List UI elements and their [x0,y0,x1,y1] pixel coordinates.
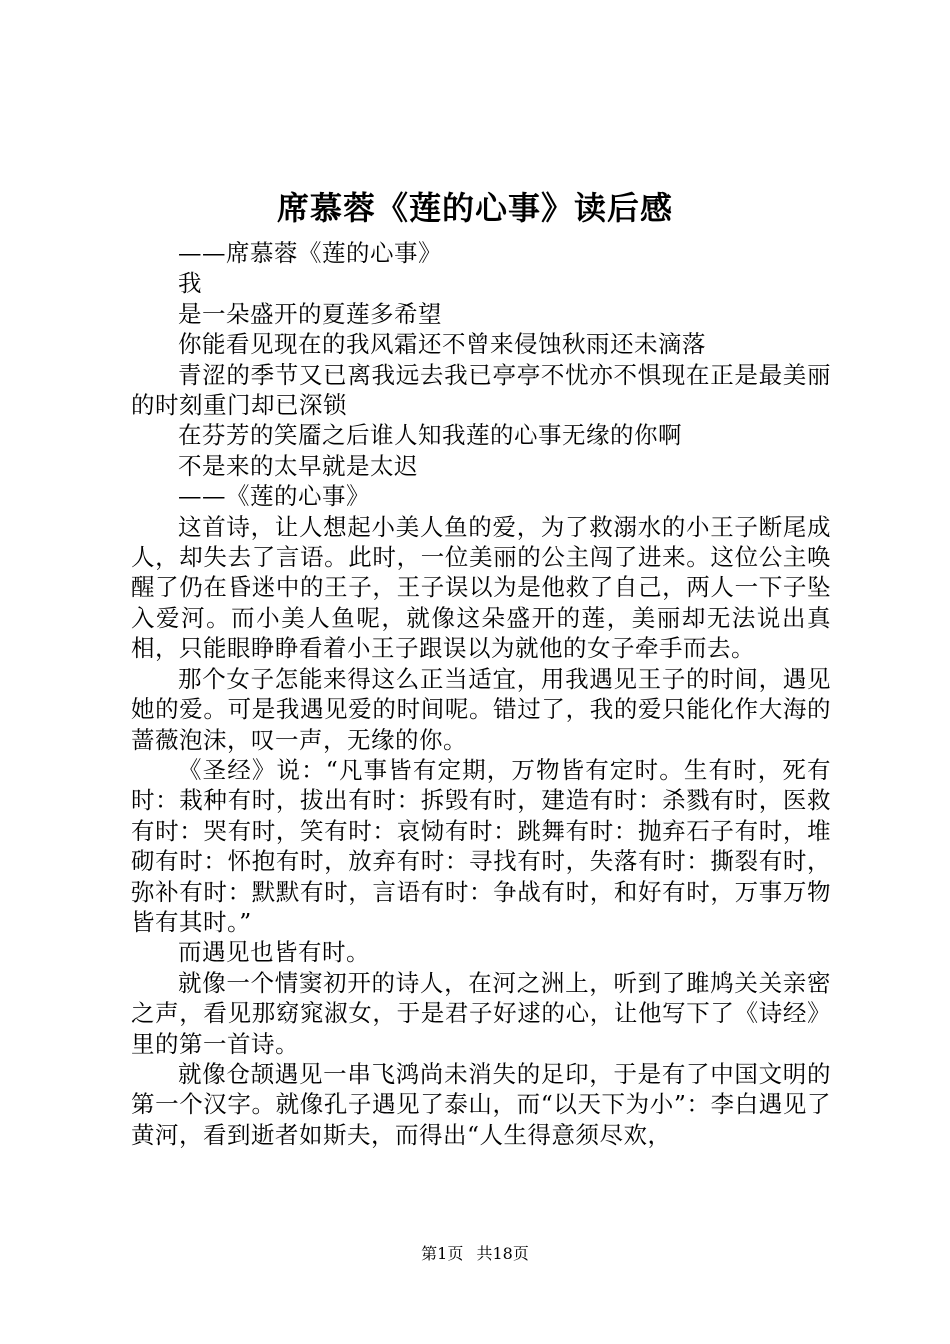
paragraph: 在芬芳的笑靥之后谁人知我莲的心事无缘的你啊 [178,421,682,450]
page-footer [0,1243,950,1265]
paragraph: 是一朵盛开的夏莲多希望 [178,299,442,328]
document-body [131,238,831,1150]
paragraph: 青涩的季节又已离我远去我已亭亭不忧亦不惧现在正是最美丽的时刻重门却已深锁 [131,360,831,420]
paragraph: ——席慕蓉《莲的心事》 [178,239,442,267]
paragraph: 而遇见也皆有时。 [178,938,370,967]
page-total: 共18页 [476,1244,529,1263]
paragraph: 不是来的太早就是太迟 [178,451,418,480]
paragraph: 《圣经》说：“凡事皆有定期，万物皆有定时。生有时，死有时：栽种有时，拔出有时：拆毁有时，建造有时：杀戮有时，医救有时：哭有时，笑有时：哀恸有时：跳舞有时：抛弃石子有时，堆砌有时：怀抱有时，放弃有时：寻找有时，失落有时：撕裂有时，弥补有时：默默有时，言语有时：争战有时，和好有时，万事万物皆有其时。” [131,755,831,936]
document-title: 席慕蓉《莲的心事》读后感 [276,189,673,227]
paragraph: 我 [178,269,202,298]
paragraph: 就像仓颉遇见一串飞鸿尚未消失的足印，于是有了中国文明的第一个汉字。就像孔子遇见了泰山，而“以天下为小”：李白遇见了黄河，看到逝者如斯夫，而得出“人生得意须尽欢， [131,1059,831,1149]
paragraph: 那个女子怎能来得这么正当适宜，用我遇见王子的时间，遇见她的爱。可是我遇见爱的时间呢。错过了，我的爱只能化作大海的蔷薇泡沫，叹一声，无缘的你。 [131,664,831,754]
page-number: 第1页 [421,1244,464,1263]
paragraph: ——《莲的心事》 [178,482,370,511]
paragraph: 你能看见现在的我风霜还不曾来侵蚀秋雨还未滴落 [178,330,706,359]
paragraph: 就像一个情窦初开的诗人，在河之洲上，听到了雎鸠关关亲密之声，看见那窈窕淑女，于是君子好逑的心，让他写下了《诗经》里的第一首诗。 [131,968,831,1058]
paragraph: 这首诗，让人想起小美人鱼的爱，为了救溺水的小王子断尾成人，却失去了言语。此时，一位美丽的公主闯了进来。这位公主唤醒了仍在昏迷中的王子，王子误以为是他救了自己，两人一下子坠入爱河。而小美人鱼呢，就像这朵盛开的莲，美丽却无法说出真相，只能眼睁睁看着小王子跟误以为就他的女子牵手而去。 [131,512,831,663]
